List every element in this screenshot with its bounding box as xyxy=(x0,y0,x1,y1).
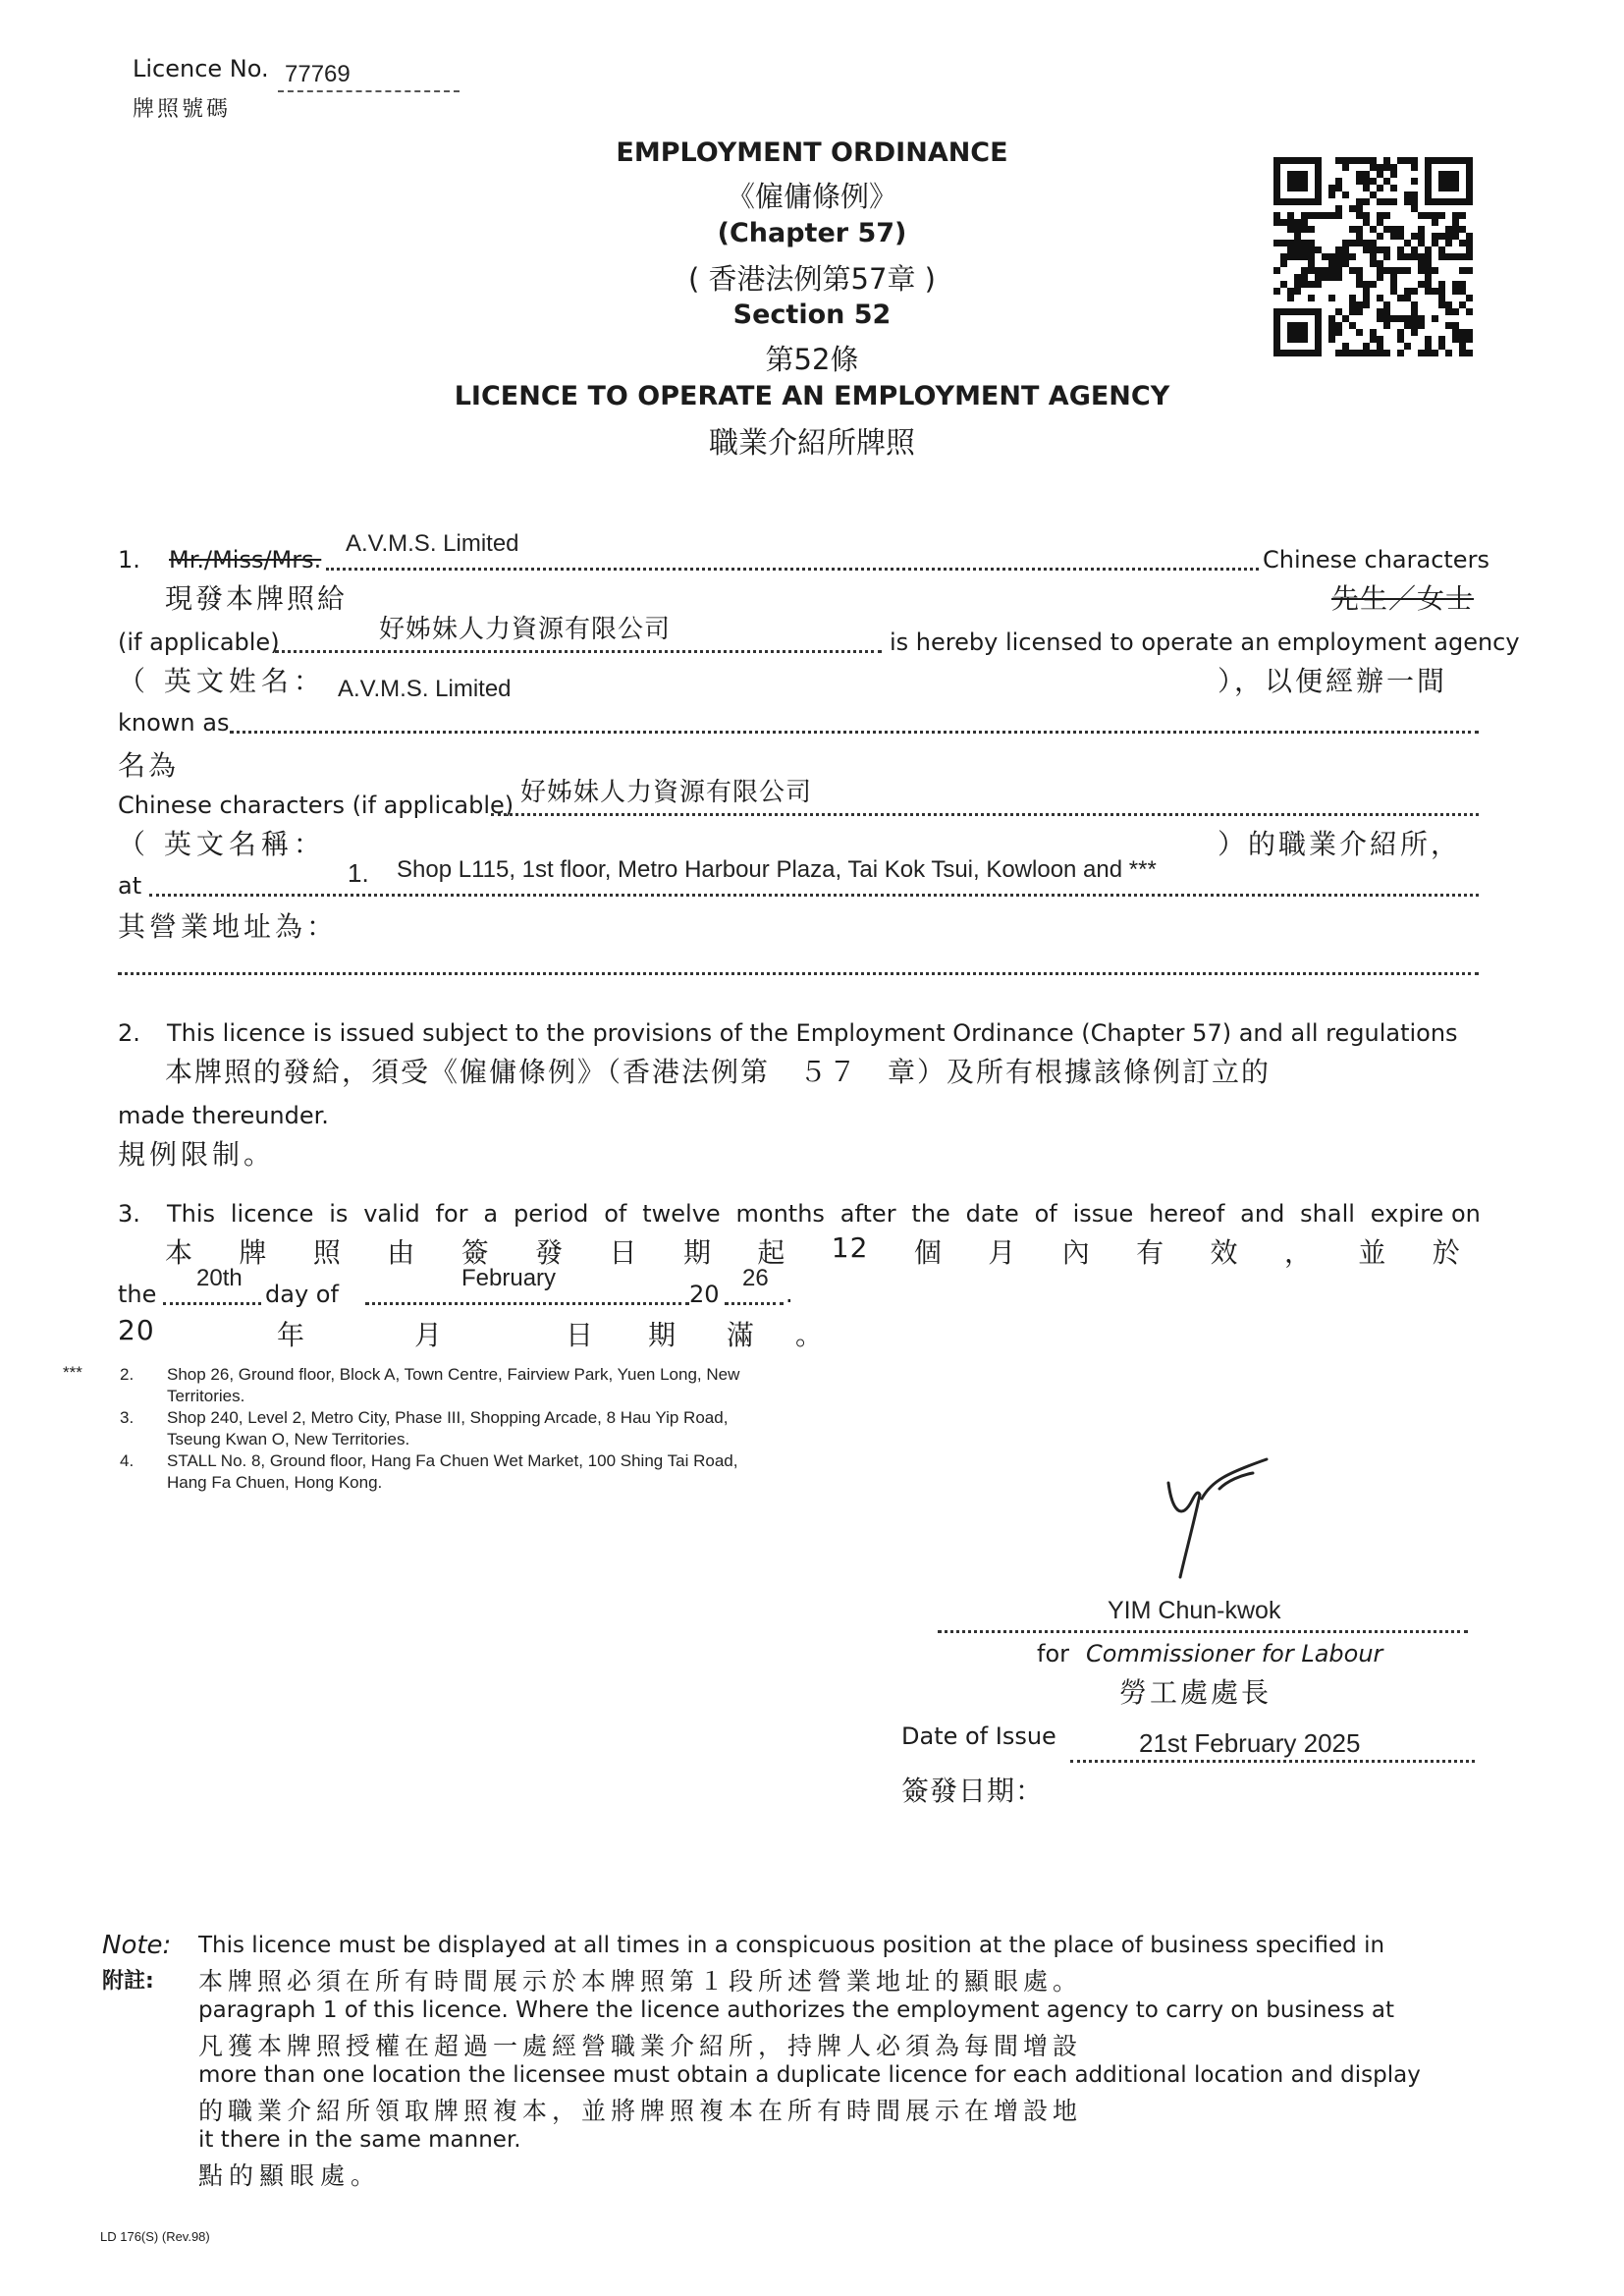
expiry-month: February xyxy=(461,1265,557,1291)
date-of-issue-label-zh: 簽發日期： xyxy=(901,1775,1045,1807)
en-word: after xyxy=(839,1200,896,1228)
zh-word: 牌 xyxy=(239,1236,268,1269)
en-title-zh-label: （ 英文名稱： xyxy=(118,828,326,860)
item2-number: 2. xyxy=(118,1019,140,1047)
issued-to-zh: 現發本牌照給 xyxy=(165,582,349,615)
signatory-role-en: Commissioner for Labour xyxy=(1086,1640,1383,1667)
known-as-zh: 名為 xyxy=(118,749,180,782)
en-word: hereof xyxy=(1149,1200,1225,1228)
en-word: This xyxy=(167,1200,216,1228)
extra-location-line2: Territories. xyxy=(167,1387,245,1405)
en-word: valid xyxy=(363,1200,420,1228)
agency-zh-line xyxy=(491,813,1479,816)
zh-full-stop: 。 xyxy=(795,1319,825,1351)
licensee-name-en: A.V.M.S. Limited xyxy=(346,530,519,557)
signatory-role-zh: 勞工處處長 xyxy=(1119,1676,1272,1709)
zh-20: 20 xyxy=(118,1314,155,1346)
chinese-characters-label: Chinese characters xyxy=(1263,546,1489,574)
item3-text-en xyxy=(167,1200,1481,1228)
signature xyxy=(1159,1453,1276,1581)
en-name-zh-label: （ 英文姓名： xyxy=(118,665,326,697)
zh-word: 由 xyxy=(387,1236,416,1269)
zh-word: 照 xyxy=(312,1236,342,1269)
zh-word: 發 xyxy=(535,1236,565,1269)
item2-text-en2: made thereunder. xyxy=(118,1102,329,1129)
en-word: date xyxy=(965,1200,1019,1228)
item3-text-zh xyxy=(165,1231,1461,1271)
zh-word: 起 xyxy=(757,1236,786,1269)
agency-zh-suffix: ）的職業介紹所， xyxy=(1218,828,1462,860)
en-word: a xyxy=(483,1200,499,1228)
day-line xyxy=(163,1302,261,1305)
at-label: at xyxy=(118,872,142,900)
en-word: is xyxy=(329,1200,349,1228)
item3-number: 3. xyxy=(118,1200,140,1228)
zh-month: 月 xyxy=(414,1319,444,1351)
note-label-zh: 附註: xyxy=(102,1969,154,1994)
licence-no-underline xyxy=(278,90,460,92)
en-word: for xyxy=(435,1200,468,1228)
note-line: 本牌照必須在所有時間展示於本牌照第１段所述營業地址的顯眼處。 xyxy=(198,1967,1083,1995)
en-word: the xyxy=(911,1200,950,1228)
zh-expire: 滿 xyxy=(727,1319,756,1351)
extra-location-num: 2. xyxy=(120,1365,135,1384)
zh-day: 日 xyxy=(566,1319,595,1351)
address-number: 1. xyxy=(348,858,369,888)
agency-name-zh: 好姊妹人力資源有限公司 xyxy=(520,778,813,807)
month-line xyxy=(365,1302,689,1305)
en-word: period xyxy=(513,1200,589,1228)
note-line: paragraph 1 of this licence. Where the licence authorizes the employment agency to carry on business at xyxy=(198,1997,1394,2023)
zh-word: 有 xyxy=(1136,1236,1165,1269)
section-en: Section 52 xyxy=(732,300,892,330)
zh-word: 12 xyxy=(831,1231,869,1264)
note-label-en: Note: xyxy=(102,1931,172,1960)
en-word: shall xyxy=(1300,1200,1355,1228)
extra-location-line2: Hang Fa Chuen, Hong Kong. xyxy=(167,1473,383,1492)
for-label: for xyxy=(1037,1640,1069,1667)
title-zh-struck: 先生／女士 xyxy=(1331,582,1475,615)
note-line: 點的顯眼處。 xyxy=(198,2161,382,2190)
note-line: it there in the same manner. xyxy=(198,2127,521,2153)
zh-word: 並 xyxy=(1358,1236,1387,1269)
zh-word: 本 xyxy=(165,1236,194,1269)
licence-title-en: LICENCE TO OPERATE AN EMPLOYMENT AGENCY xyxy=(454,381,1170,411)
address-line xyxy=(149,894,1479,897)
extra-location-line1: Shop 26, Ground floor, Block A, Town Centre, Fairview Park, Yuen Long, New xyxy=(167,1365,740,1384)
address-zh-label: 其營業地址為： xyxy=(118,910,339,943)
signatory-name: YIM Chun-kwok xyxy=(1108,1597,1281,1624)
zh-word: 月 xyxy=(988,1236,1017,1269)
zh-word: 於 xyxy=(1432,1236,1461,1269)
extra-location-line1: Shop 240, Level 2, Metro City, Phase III, Shopping Arcade, 8 Hau Yip Road, xyxy=(167,1408,729,1427)
extra-location-line1: STALL No. 8, Ground floor, Hang Fa Chuen Wet Market, 100 Shing Tai Road, xyxy=(167,1451,738,1470)
day-of-label: day of xyxy=(265,1281,339,1308)
date-line xyxy=(1070,1760,1475,1763)
zh-word: 期 xyxy=(682,1236,712,1269)
operate-zh: ），以便經辦一間 xyxy=(1218,665,1448,697)
item1-number: 1. xyxy=(118,546,140,574)
zh-word: 簽 xyxy=(460,1236,490,1269)
item2-text-zh: 本牌照的發給，須受《僱傭條例》（香港法例第 ５７ 章）及所有根據該條例訂立的 xyxy=(165,1056,1272,1088)
en-word: twelve xyxy=(642,1200,721,1228)
chapter-zh: ( 香港法例第57章 ) xyxy=(688,262,936,296)
item2-text-en: This licence is issued subject to the provisions of the Employment Ordinance (Chapter 57) and all regulations xyxy=(167,1019,1458,1047)
the-label: the xyxy=(118,1281,157,1308)
licence-title-zh: 職業介紹所牌照 xyxy=(709,426,915,461)
licence-no-label-zh: 牌照號碼 xyxy=(133,97,232,122)
chapter-en: (Chapter 57) xyxy=(717,218,907,248)
licensee-name-zh: 好姊妹人力資源有限公司 xyxy=(379,615,672,644)
zh-word: 個 xyxy=(913,1236,943,1269)
licensee-zh-line xyxy=(275,650,882,653)
address-line-2 xyxy=(118,972,1479,975)
year-prefix: 20 xyxy=(689,1281,720,1308)
chinese-if-applicable-label: Chinese characters (if applicable) xyxy=(118,792,514,819)
signature-line xyxy=(938,1630,1468,1633)
en-word: of xyxy=(604,1200,627,1228)
zh-word: 效 xyxy=(1210,1236,1239,1269)
date-of-issue-value: 21st February 2025 xyxy=(1139,1728,1361,1758)
note-line: more than one location the licensee must obtain a duplicate licence for each additional location and display xyxy=(198,2062,1421,2088)
zh-year: 年 xyxy=(277,1319,306,1351)
en-word: licence xyxy=(230,1200,314,1228)
period: . xyxy=(785,1281,793,1308)
address-value: Shop L115, 1st floor, Metro Harbour Plaza, Tai Kok Tsui, Kowloon and *** xyxy=(397,856,1157,883)
known-as-label: known as xyxy=(118,709,230,737)
zh-period: 期 xyxy=(648,1319,677,1351)
ordinance-title-zh: 《僱傭條例》 xyxy=(726,180,897,213)
extra-location-num: 4. xyxy=(120,1451,135,1470)
extra-location-num: 3. xyxy=(120,1408,135,1427)
licensed-text: is hereby licensed to operate an employment agency xyxy=(890,629,1520,656)
zh-word: 內 xyxy=(1061,1236,1091,1269)
zh-word: 日 xyxy=(609,1236,638,1269)
licence-no-value: 77769 xyxy=(285,61,351,87)
en-word: and xyxy=(1240,1200,1285,1228)
year-line xyxy=(725,1302,784,1305)
note-line: This licence must be displayed at all times in a conspicuous position at the place of business specified in xyxy=(198,1933,1385,1958)
expiry-day: 20th xyxy=(196,1265,243,1291)
extra-location-line2: Tseung Kwan O, New Territories. xyxy=(167,1430,410,1449)
en-word: months xyxy=(735,1200,825,1228)
en-word: of xyxy=(1034,1200,1057,1228)
known-as-line xyxy=(230,731,1479,734)
date-of-issue-label: Date of Issue xyxy=(901,1722,1056,1750)
licence-no-label: Licence No. xyxy=(133,55,269,82)
licensee-name-line xyxy=(326,568,1259,571)
expiry-year: 26 xyxy=(742,1265,769,1291)
section-zh: 第52條 xyxy=(765,343,859,376)
salutation-struck: Mr./Miss/Mrs. xyxy=(169,546,322,574)
note-line: 凡獲本牌照授權在超過一處經營職業介紹所，持牌人必須為每間增設 xyxy=(198,2032,1083,2060)
zh-word: ， xyxy=(1283,1236,1313,1269)
if-applicable-label: (if applicable) xyxy=(118,629,280,656)
en-word: expire on xyxy=(1370,1200,1481,1228)
note-line: 的職業介紹所領取牌照複本，並將牌照複本在所有時間展示在增設地 xyxy=(198,2097,1083,2125)
en-word: issue xyxy=(1072,1200,1134,1228)
form-code: LD 176(S) (Rev.98) xyxy=(100,2229,210,2244)
agency-name-en: A.V.M.S. Limited xyxy=(338,676,512,702)
extra-locations-marker: *** xyxy=(63,1363,82,1382)
ordinance-title-en: EMPLOYMENT ORDINANCE xyxy=(616,137,1008,168)
item2-text-zh2: 規例限制。 xyxy=(118,1138,276,1171)
